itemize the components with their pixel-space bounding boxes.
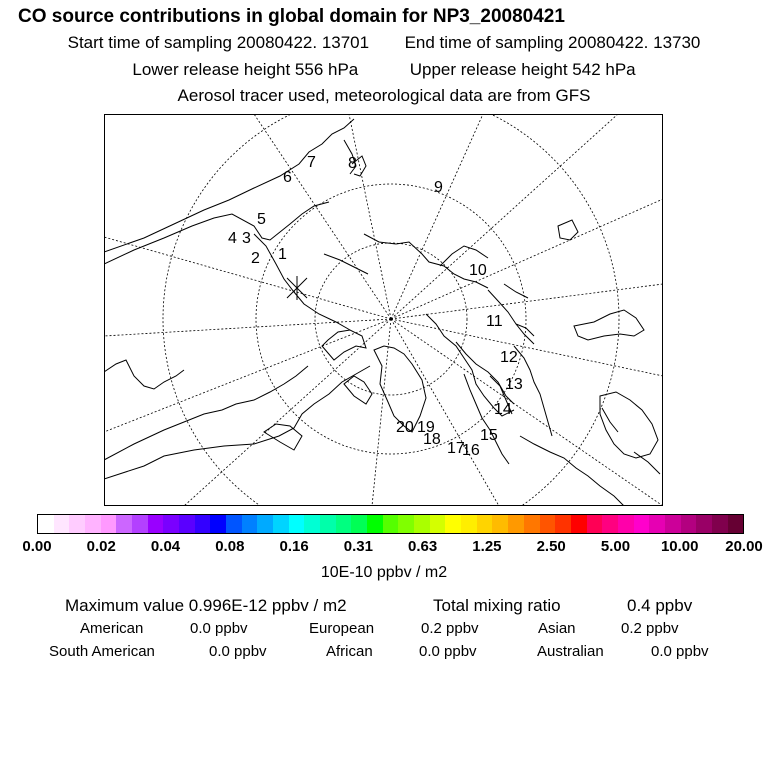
- colorbar-swatch: [242, 515, 258, 533]
- colorbar-units: 10E-10 ppbv / m2: [320, 564, 448, 581]
- trajectory-point-label: 3: [242, 230, 251, 247]
- colorbar-swatch: [195, 515, 211, 533]
- trajectory-point-label: 7: [307, 154, 316, 171]
- colorbar-swatch: [728, 515, 744, 533]
- colorbar-tick-label: 5.00: [600, 538, 631, 555]
- trajectory-point-label: 9: [434, 179, 443, 196]
- colorbar-swatch: [540, 515, 556, 533]
- tracer-note: Aerosol tracer used, meteorological data are from GFS: [177, 86, 591, 105]
- colorbar-swatch: [289, 515, 305, 533]
- colorbar-swatch: [148, 515, 164, 533]
- region-value: 0.0 ppbv: [190, 620, 248, 637]
- colorbar-swatch: [634, 515, 650, 533]
- colorbar-swatch: [320, 515, 336, 533]
- trajectory-point-label: 16: [462, 442, 480, 459]
- colorbar-swatch: [210, 515, 226, 533]
- colorbar-swatch: [38, 515, 54, 533]
- trajectory-point-label: 4: [228, 230, 237, 247]
- colorbar-tick-label: 20.00: [725, 538, 763, 555]
- colorbar-swatch: [179, 515, 195, 533]
- colorbar-swatch: [508, 515, 524, 533]
- colorbar-swatch: [273, 515, 289, 533]
- colorbar-tick-label: 10.00: [660, 538, 699, 555]
- upper-release-height: Upper release height 542 hPa: [409, 60, 636, 79]
- colorbar-swatch: [681, 515, 697, 533]
- colorbar-swatch: [336, 515, 352, 533]
- colorbar: [37, 514, 744, 534]
- region-name: Australian: [537, 643, 604, 660]
- trajectory-point-label: 17: [447, 440, 465, 457]
- colorbar-ticks: [0, 538, 768, 558]
- colorbar-swatch: [555, 515, 571, 533]
- colorbar-tick-label: 0.00: [22, 538, 52, 555]
- colorbar-swatch: [367, 515, 383, 533]
- trajectory-point-label: 2: [251, 250, 260, 267]
- colorbar-tick-label: 0.31: [343, 538, 373, 555]
- map-title: CO source contributions in global domain for NP3_20080421: [18, 6, 565, 27]
- colorbar-swatch: [524, 515, 540, 533]
- total-mixing-label: Total mixing ratio: [433, 596, 561, 615]
- colorbar-swatch: [696, 515, 712, 533]
- colorbar-swatch: [665, 515, 681, 533]
- region-name: American: [80, 620, 144, 637]
- trajectory-point-label: 18: [423, 431, 441, 448]
- polar-map: [104, 114, 663, 506]
- colorbar-tick-label: 0.16: [279, 538, 309, 555]
- colorbar-swatch: [132, 515, 148, 533]
- colorbar-tick-label: 0.08: [215, 538, 245, 555]
- total-mixing-value: 0.4 ppbv: [627, 596, 693, 615]
- trajectory-point-label: 12: [500, 349, 518, 366]
- colorbar-swatch: [618, 515, 634, 533]
- region-name: Asian: [538, 620, 576, 637]
- colorbar-swatch: [116, 515, 132, 533]
- colorbar-tick-label: 0.02: [86, 538, 116, 555]
- colorbar-swatch: [304, 515, 320, 533]
- sampling-times: [0, 33, 768, 53]
- trajectory-point-label: 11: [486, 313, 503, 330]
- trajectory-point-label: 1: [278, 246, 287, 263]
- colorbar-swatch: [101, 515, 117, 533]
- region-name: South American: [49, 643, 155, 660]
- region-value: 0.2 ppbv: [421, 620, 479, 637]
- colorbar-swatch: [587, 515, 603, 533]
- trajectory-point-label: 14: [494, 401, 512, 418]
- region-value: 0.0 ppbv: [209, 643, 267, 660]
- colorbar-swatch: [602, 515, 618, 533]
- map-frame: [105, 115, 663, 506]
- region-name: African: [326, 643, 373, 660]
- colorbar-swatch: [445, 515, 461, 533]
- release-heights: [0, 60, 768, 80]
- colorbar-tick-label: 2.50: [536, 538, 566, 555]
- colorbar-swatch: [477, 515, 493, 533]
- colorbar-swatch: [257, 515, 273, 533]
- colorbar-swatch: [69, 515, 85, 533]
- colorbar-swatch: [226, 515, 242, 533]
- start-time: Start time of sampling 20080422. 13701: [67, 33, 370, 52]
- end-time: End time of sampling 20080422. 13730: [404, 33, 701, 52]
- colorbar-swatch: [712, 515, 728, 533]
- maximum-value: Maximum value 0.996E-12 ppbv / m2: [65, 596, 347, 615]
- trajectory-point-label: 10: [469, 262, 487, 279]
- region-value: 0.2 ppbv: [621, 620, 679, 637]
- colorbar-swatch: [492, 515, 508, 533]
- colorbar-tick-label: 1.25: [472, 538, 502, 555]
- trajectory-point-label: 15: [480, 427, 498, 444]
- lower-release-height: Lower release height 556 hPa: [132, 60, 359, 79]
- colorbar-tick-label: 0.04: [150, 538, 181, 555]
- colorbar-swatch: [414, 515, 430, 533]
- trajectory-point-label: 13: [505, 376, 523, 393]
- colorbar-swatch: [351, 515, 367, 533]
- colorbar-swatch: [461, 515, 477, 533]
- colorbar-swatch: [649, 515, 665, 533]
- region-name: European: [309, 620, 375, 637]
- trajectory-point-label: 6: [283, 169, 292, 186]
- trajectory-point-label: 20: [396, 419, 414, 436]
- colorbar-swatch: [571, 515, 587, 533]
- colorbar-swatch: [383, 515, 399, 533]
- colorbar-swatch: [54, 515, 70, 533]
- trajectory-point-label: 19: [417, 419, 435, 436]
- trajectory-point-label: 5: [257, 211, 266, 228]
- trajectory-point-label: 8: [348, 155, 357, 172]
- colorbar-swatch: [430, 515, 446, 533]
- colorbar-swatch: [163, 515, 179, 533]
- colorbar-tick-label: 0.63: [408, 538, 438, 555]
- region-value: 0.0 ppbv: [651, 643, 709, 660]
- colorbar-swatch: [398, 515, 414, 533]
- region-value: 0.0 ppbv: [419, 643, 477, 660]
- colorbar-swatch: [85, 515, 101, 533]
